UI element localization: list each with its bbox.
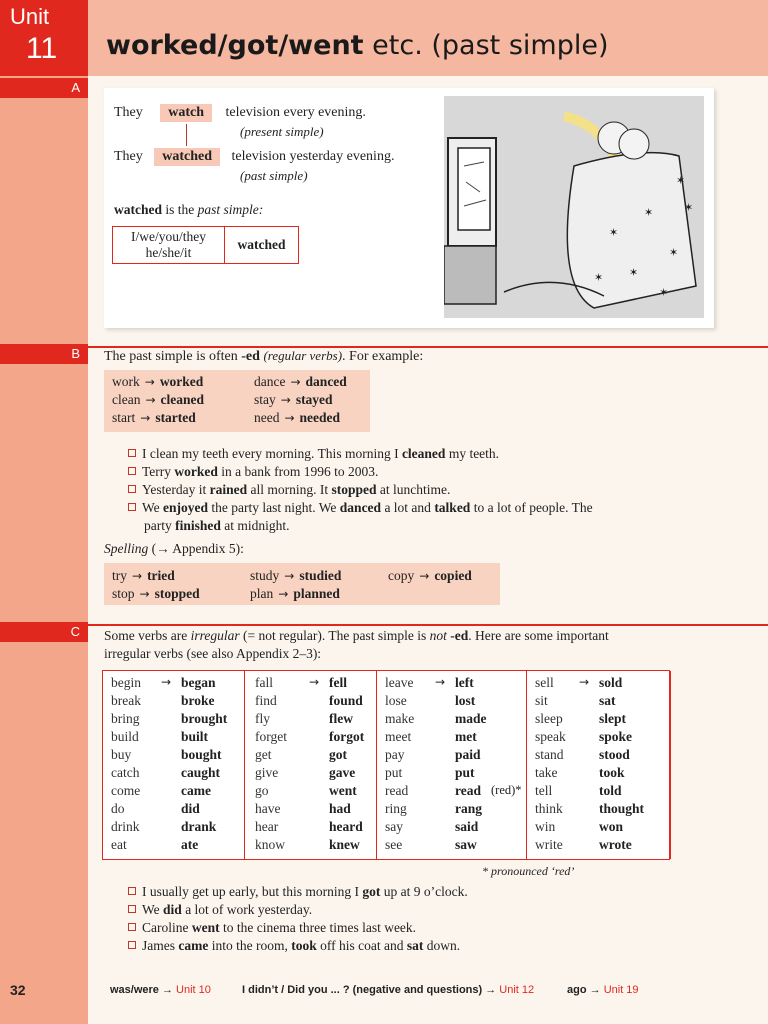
sentence-bold: got <box>362 884 381 899</box>
verb-base: begin <box>111 675 141 690</box>
connector-line <box>186 124 187 146</box>
irregular-verb-pair <box>111 783 241 801</box>
example-sentence <box>128 464 378 480</box>
sentence-text: down. <box>423 938 461 953</box>
verb-past: worked <box>159 374 204 389</box>
irregular-verb-pair <box>111 765 241 783</box>
verb-base: go <box>255 783 269 798</box>
example-subject: They <box>114 105 143 120</box>
sentence-text: Terry <box>142 464 175 479</box>
pronounced-footnote: * pronounced ‘red’ <box>482 864 575 878</box>
verb-base: forget <box>255 729 287 744</box>
svg-text:✶: ✶ <box>669 246 679 259</box>
verb-base: say <box>385 819 403 834</box>
pronunciation-note: (red)* <box>491 783 522 797</box>
sentence-bold: talked <box>434 500 471 515</box>
verb-past: put <box>455 765 475 780</box>
verb-past: took <box>599 765 625 780</box>
section-b-intro <box>104 348 423 365</box>
irregular-verb-pair <box>535 837 665 855</box>
intro-text: . Here are some important <box>468 628 609 643</box>
irregular-verb-pair <box>535 693 665 711</box>
page-title-bold: worked/got/went <box>106 30 364 61</box>
verb-past: did <box>181 801 200 816</box>
checkbox-icon <box>128 923 136 931</box>
verb-base: take <box>535 765 558 780</box>
spelling-rest: (→ Appendix 5): <box>148 541 244 556</box>
irregular-verb-pair <box>385 819 515 837</box>
subject-verb-table <box>112 226 299 264</box>
arrow-icon: → <box>280 393 291 407</box>
irregular-verb-pair <box>111 747 241 765</box>
arrow-icon: → <box>132 569 143 583</box>
verb-past: caught <box>181 765 221 780</box>
page-number: 32 <box>10 982 26 998</box>
verb-past: got <box>329 747 347 762</box>
footer-unit-link[interactable]: Unit 19 <box>603 984 639 996</box>
sentence-text: the party last night. We <box>208 500 340 515</box>
intro-italic: (regular verbs) <box>263 348 343 363</box>
intro-text: (= not regular). The past simple is <box>239 628 430 643</box>
footer-unit-link[interactable]: Unit 10 <box>176 984 211 996</box>
verb-base: bring <box>111 711 140 726</box>
verb-base: make <box>385 711 415 726</box>
irregular-verb-pair <box>111 711 241 729</box>
footer-text: was/were → <box>110 984 173 996</box>
sentence-text: We <box>142 902 164 917</box>
verb-base: do <box>111 801 125 816</box>
verb-base: sit <box>535 693 548 708</box>
intro-bold: -ed <box>241 349 260 364</box>
irregular-verb-pair <box>385 711 515 729</box>
example-sentence <box>128 902 312 918</box>
irregular-verb-pair <box>385 837 515 855</box>
verb-past: stayed <box>295 392 333 407</box>
verb-past: heard <box>329 819 363 834</box>
svg-text:✶: ✶ <box>609 226 619 239</box>
verb-base: stop <box>112 586 135 601</box>
arrow-icon: → <box>145 393 156 407</box>
verb-base: fly <box>255 711 270 726</box>
verb-past: met <box>455 729 477 744</box>
regular-verb-pair <box>112 392 204 408</box>
verb-base: meet <box>385 729 412 744</box>
example-sentence <box>128 920 416 936</box>
summary-rest: is the <box>165 202 195 217</box>
verb-past: danced <box>305 374 347 389</box>
checkbox-icon <box>128 905 136 913</box>
verb-base: dance <box>254 374 286 389</box>
sentence-bold: came <box>178 938 209 953</box>
summary-line <box>114 202 263 218</box>
verb-past: planned <box>293 586 340 601</box>
verb-past: bought <box>181 747 222 762</box>
irregular-verb-pair <box>255 675 385 693</box>
verb-past: copied <box>434 568 472 583</box>
sentence-bold: did <box>163 902 182 917</box>
regular-verb-pair <box>254 392 333 408</box>
verb-past: stood <box>599 747 630 762</box>
verb-base: think <box>535 801 563 816</box>
spelling-pair <box>250 568 341 584</box>
verb-watched: watched <box>154 148 220 166</box>
checkbox-icon <box>128 467 136 475</box>
irregular-verb-pair <box>255 765 385 783</box>
example-sentence <box>128 884 468 900</box>
footer-unit-link[interactable]: Unit 12 <box>499 984 535 996</box>
sentence-bold: sat <box>406 938 424 953</box>
subjects-cell <box>113 227 225 264</box>
verb-base: get <box>255 747 272 762</box>
section-c-tab: C <box>0 622 88 642</box>
verb-base: put <box>385 765 403 780</box>
example-rest: television yesterday evening. <box>231 149 395 164</box>
irregular-verb-pair <box>255 729 385 747</box>
verb-base: drink <box>111 819 140 834</box>
irregular-verb-pair <box>255 819 385 837</box>
verb-base: pay <box>385 747 405 762</box>
footer-link-negative[interactable] <box>242 984 534 996</box>
verb-past: stopped <box>154 586 200 601</box>
verb-base: catch <box>111 765 140 780</box>
example-sentence <box>128 938 460 954</box>
irregular-verb-pair <box>255 693 385 711</box>
verb-past: went <box>329 783 357 798</box>
intro-italic: irregular <box>190 628 240 643</box>
sentence-text: into the room, <box>208 938 292 953</box>
footer-text: I didn’t / Did you ... ? (negative and questions) → <box>242 984 497 996</box>
verb-past: rang <box>455 801 482 816</box>
summary-italic: past simple: <box>197 202 264 217</box>
verb-base: need <box>254 410 280 425</box>
unit-label: Unit <box>10 4 50 29</box>
verb-base: win <box>535 819 556 834</box>
verb-past: won <box>599 819 624 834</box>
page-title <box>106 30 609 61</box>
summary-bold: watched <box>114 202 162 217</box>
svg-text:✶: ✶ <box>659 286 669 299</box>
verb-base: eat <box>111 837 127 852</box>
verb-past: knew <box>329 837 360 852</box>
example-sentence <box>128 446 499 462</box>
sentence-text: up at 9 o’clock. <box>380 884 468 899</box>
example-sentence <box>128 500 593 516</box>
verb-past: found <box>329 693 363 708</box>
verb-base: sell <box>535 675 554 690</box>
spelling-pair <box>112 586 200 602</box>
past-simple-note: (past simple) <box>240 168 308 183</box>
sentence-text: Caroline <box>142 920 192 935</box>
verb-watch: watch <box>160 104 212 122</box>
section-c-intro-2: irregular verbs (see also Appendix 2–3): <box>104 646 322 661</box>
sentence-bold: finished <box>175 518 221 533</box>
present-simple-note: (present simple) <box>240 124 324 139</box>
arrow-icon: → <box>309 675 320 689</box>
verb-base: read <box>385 783 409 798</box>
verb-base: leave <box>385 675 414 690</box>
svg-text:✶: ✶ <box>629 266 639 279</box>
irregular-verb-pair <box>535 675 665 693</box>
svg-text:✶: ✶ <box>676 174 686 187</box>
verb-base: sleep <box>535 711 563 726</box>
verb-past: slept <box>599 711 626 726</box>
irregular-verb-pair <box>111 801 241 819</box>
sentence-text: a lot of work yesterday. <box>181 902 313 917</box>
tv-couple-illustration <box>444 96 704 318</box>
irregular-verb-pair <box>255 801 385 819</box>
arrow-icon: → <box>419 569 430 583</box>
verb-base: know <box>255 837 285 852</box>
section-b-tab: B <box>0 344 88 364</box>
verb-base: work <box>112 374 140 389</box>
arrow-icon: → <box>139 587 150 601</box>
irregular-verbs-table <box>102 670 670 860</box>
arrow-icon: → <box>579 675 590 689</box>
sentence-text: Yesterday it <box>142 482 210 497</box>
verb-base: ring <box>385 801 407 816</box>
verb-base: break <box>111 693 141 708</box>
sentence-text: at midnight. <box>220 518 290 533</box>
verb-past: cleaned <box>160 392 205 407</box>
verb-base: buy <box>111 747 132 762</box>
sentence-text: all morning. It <box>247 482 332 497</box>
verb-past: fell <box>329 675 347 690</box>
sentence-text: I usually get up early, but this morning I <box>142 884 363 899</box>
verb-base: stay <box>254 392 276 407</box>
irregular-verb-pair <box>255 747 385 765</box>
irregular-verb-pair <box>111 837 241 855</box>
verb-base: stand <box>535 747 564 762</box>
arrow-icon: → <box>161 675 172 689</box>
sentence-text: to a lot of people. The <box>470 500 593 515</box>
verb-base: come <box>111 783 141 798</box>
regular-verb-pair <box>254 410 340 426</box>
verb-base: fall <box>255 675 273 690</box>
irregular-verb-pair <box>111 675 241 693</box>
intro-text-end: . For example: <box>342 349 424 364</box>
unit-number: 11 <box>26 32 58 65</box>
arrow-icon: → <box>144 375 155 389</box>
verb-past: brought <box>181 711 228 726</box>
verb-past: started <box>155 410 196 425</box>
verb-base: lose <box>385 693 407 708</box>
footer-link-ago[interactable] <box>567 984 639 996</box>
verb-base: clean <box>112 392 141 407</box>
verb-past: left <box>455 675 474 690</box>
spelling-italic: Spelling <box>104 541 149 556</box>
verb-base: study <box>250 568 280 583</box>
regular-verb-pair <box>112 374 203 390</box>
subjects-line-1: I/we/you/they <box>131 229 206 244</box>
irregular-verb-pair <box>255 711 385 729</box>
arrow-icon: → <box>284 569 295 583</box>
example-sentence-continued <box>144 518 290 534</box>
verb-past: thought <box>599 801 645 816</box>
example-sentence <box>128 482 450 498</box>
sentence-text: at lunchtime. <box>376 482 451 497</box>
verb-base: tell <box>535 783 553 798</box>
verb-base: copy <box>388 568 415 583</box>
verb-past: flew <box>329 711 353 726</box>
verb-past: said <box>455 819 479 834</box>
verb-past: had <box>329 801 351 816</box>
verb-base: see <box>385 837 403 852</box>
verb-past: paid <box>455 747 481 762</box>
sentence-bold: took <box>291 938 317 953</box>
spelling-pair <box>388 568 472 584</box>
irregular-verb-pair <box>385 693 515 711</box>
irregular-verb-pair <box>385 801 515 819</box>
irregular-verb-pair <box>255 837 385 855</box>
checkbox-icon <box>128 887 136 895</box>
example-subject: They <box>114 149 143 164</box>
arrow-icon: → <box>435 675 446 689</box>
sentence-bold: danced <box>339 500 382 515</box>
left-margin-band <box>0 0 88 1024</box>
verb-base: hear <box>255 819 279 834</box>
svg-text:✶: ✶ <box>594 271 604 284</box>
sentence-text: James <box>142 938 179 953</box>
verb-past: made <box>455 711 487 726</box>
footer-text: ago → <box>567 984 601 996</box>
irregular-verb-pair <box>111 819 241 837</box>
sentence-text: to the cinema three times last week. <box>219 920 417 935</box>
verb-past: studied <box>299 568 342 583</box>
verb-past: ate <box>181 837 199 852</box>
irregular-verb-pair <box>535 747 665 765</box>
verb-past: built <box>181 729 209 744</box>
arrow-icon: → <box>284 411 295 425</box>
verb-past: drank <box>181 819 217 834</box>
intro-text: Some verbs are <box>104 628 191 643</box>
verb-past: gave <box>329 765 356 780</box>
verb-base: find <box>255 693 277 708</box>
verb-past: read <box>455 783 481 798</box>
verb-past: sold <box>599 675 623 690</box>
verb-past: came <box>181 783 211 798</box>
verb-base: have <box>255 801 281 816</box>
subjects-line-2: he/she/it <box>145 245 192 260</box>
arrow-icon: → <box>278 587 289 601</box>
verb-base: plan <box>250 586 274 601</box>
verb-past: tried <box>147 568 175 583</box>
verb-base: build <box>111 729 139 744</box>
verb-past: wrote <box>599 837 632 852</box>
verb-past: told <box>599 783 622 798</box>
irregular-verb-pair <box>385 729 515 747</box>
sentence-text: We <box>142 500 164 515</box>
verb-past: sat <box>599 693 616 708</box>
irregular-verb-pair <box>535 711 665 729</box>
svg-text:✶: ✶ <box>644 206 654 219</box>
irregular-verb-pair <box>255 783 385 801</box>
irregular-verb-pair <box>385 783 522 801</box>
verb-past: saw <box>455 837 477 852</box>
section-c-line <box>88 624 768 626</box>
example-present <box>114 104 366 122</box>
irregular-verb-pair <box>111 729 241 747</box>
sentence-text: I clean my teeth every morning. This morning I <box>142 446 402 461</box>
sentence-text: my teeth. <box>445 446 500 461</box>
example-past <box>114 148 394 166</box>
checkbox-icon <box>128 485 136 493</box>
irregular-verb-pair <box>535 801 665 819</box>
arrow-icon: → <box>140 411 151 425</box>
regular-verb-pair <box>112 410 196 426</box>
footer-link-was-were[interactable] <box>110 984 211 996</box>
verb-past: spoke <box>599 729 633 744</box>
regular-verb-pair <box>254 374 347 390</box>
verb-cell: watched <box>225 227 299 264</box>
example-rest: television every evening. <box>225 105 366 120</box>
sentence-text: in a bank from 1996 to 2003. <box>217 464 379 479</box>
verb-base: try <box>112 568 127 583</box>
checkbox-icon <box>128 449 136 457</box>
verb-past: broke <box>181 693 215 708</box>
svg-text:✶: ✶ <box>684 201 694 214</box>
irregular-verb-pair <box>535 765 665 783</box>
spelling-line <box>104 541 244 557</box>
sentence-text: party <box>144 518 176 533</box>
section-a-panel <box>104 88 714 328</box>
spelling-pair <box>250 586 340 602</box>
verb-base: write <box>535 837 563 852</box>
irregular-verb-pair <box>535 819 665 837</box>
checkbox-icon <box>128 941 136 949</box>
unit-box <box>0 0 88 76</box>
sentence-text: a lot and <box>381 500 435 515</box>
page-title-rest: etc. (past simple) <box>372 30 609 61</box>
section-c-intro-1 <box>104 628 609 644</box>
irregular-verb-pair <box>535 729 665 747</box>
section-a-tab: A <box>0 78 88 98</box>
sentence-text: off his coat and <box>316 938 407 953</box>
verb-base: start <box>112 410 136 425</box>
verb-past: needed <box>299 410 341 425</box>
intro-italic: not <box>429 628 447 643</box>
intro-text: The past simple is often <box>104 349 238 364</box>
sentence-bold: went <box>191 920 220 935</box>
verb-past: forgot <box>329 729 365 744</box>
spelling-pair <box>112 568 175 584</box>
sentence-bold: rained <box>209 482 248 497</box>
irregular-verb-pair <box>385 747 515 765</box>
irregular-verb-pair <box>535 783 665 801</box>
verb-past: lost <box>455 693 476 708</box>
sentence-bold: stopped <box>331 482 377 497</box>
sentence-bold: cleaned <box>401 446 446 461</box>
irregular-verb-pair <box>385 765 515 783</box>
verb-past: began <box>181 675 216 690</box>
intro-bold: -ed <box>446 628 469 643</box>
irregular-verb-pair <box>385 675 515 693</box>
arrow-icon: → <box>290 375 301 389</box>
verb-base: give <box>255 765 279 780</box>
irregular-verb-pair <box>111 693 241 711</box>
sentence-bold: worked <box>174 464 218 479</box>
checkbox-icon <box>128 503 136 511</box>
verb-base: speak <box>535 729 566 744</box>
sentence-bold: enjoyed <box>163 500 209 515</box>
